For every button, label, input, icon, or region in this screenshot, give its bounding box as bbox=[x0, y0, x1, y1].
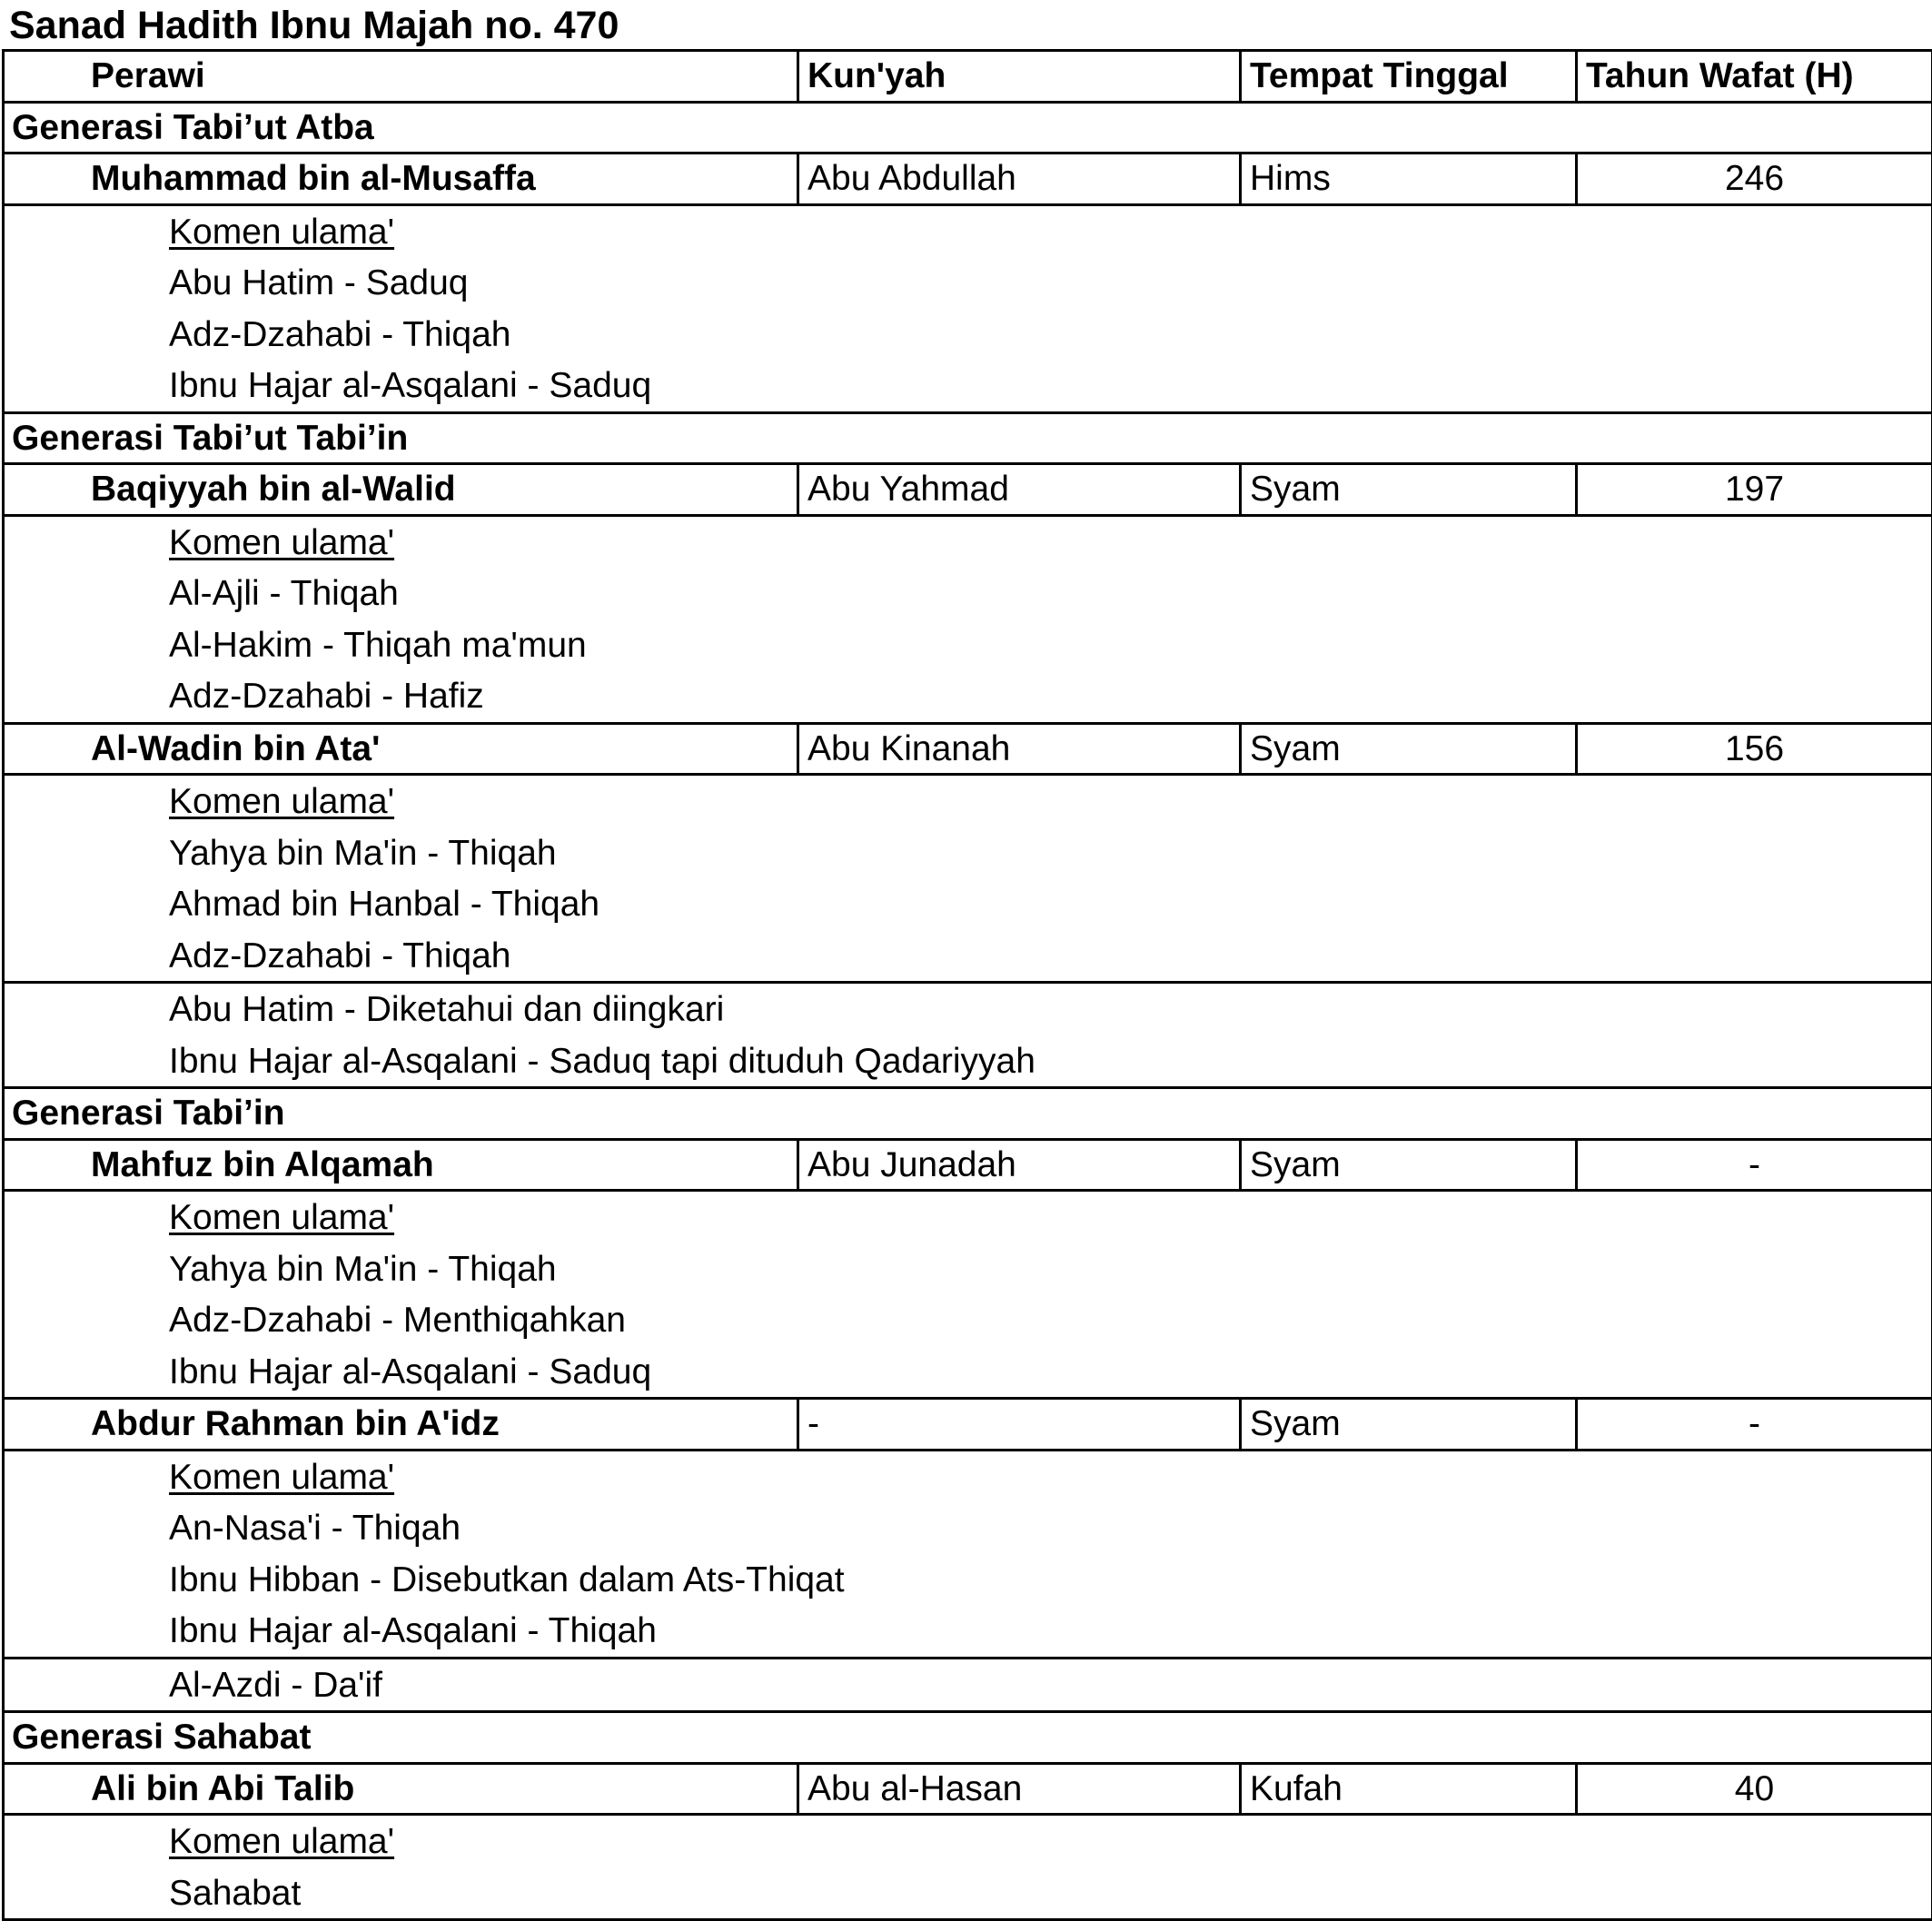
narrator-row bbox=[5, 1765, 1931, 1817]
narrator-name: Baqiyyah bin al-Walid bbox=[5, 465, 797, 514]
narrator-row bbox=[5, 725, 1931, 777]
scholar-comment: Yahya bin Ma'in - Thiqah bbox=[5, 827, 1931, 879]
extra-comments-block bbox=[5, 984, 1931, 1089]
narrator-tempat-tinggal: Hims bbox=[1239, 154, 1575, 203]
narrator-kunyah: Abu Abdullah bbox=[797, 154, 1239, 203]
narrator-tahun-wafat: - bbox=[1575, 1141, 1931, 1190]
narrator-tempat-tinggal: Syam bbox=[1239, 1400, 1575, 1449]
narrator-tahun-wafat: 246 bbox=[1575, 154, 1931, 203]
scholar-comment: Ibnu Hajar al-Asqalani - Saduq tapi dituduh Qadariyyah bbox=[5, 1035, 1931, 1087]
scholar-comment: Ibnu Hajar al-Asqalani - Saduq bbox=[5, 360, 1931, 411]
header-tahun-wafat: Tahun Wafat (H) bbox=[1575, 52, 1931, 101]
komen-ulama-label: Komen ulama' bbox=[5, 517, 1931, 569]
komen-ulama-label: Komen ulama' bbox=[5, 206, 1931, 258]
scholar-comment: Al-Azdi - Da'if bbox=[5, 1659, 1931, 1711]
generation-label: Generasi Tabi’ut Tabi’in bbox=[5, 414, 1931, 463]
narrator-name: Abdur Rahman bin A'idz bbox=[5, 1400, 797, 1449]
komen-ulama-label: Komen ulama' bbox=[5, 1816, 1931, 1867]
narrator-tempat-tinggal: Syam bbox=[1239, 1141, 1575, 1190]
scholar-comment: Ahmad bin Hanbal - Thiqah bbox=[5, 878, 1931, 930]
narrator-tahun-wafat: 197 bbox=[1575, 465, 1931, 514]
header-tempat-tinggal: Tempat Tinggal bbox=[1239, 52, 1575, 101]
scholar-comment: Al-Hakim - Thiqah ma'mun bbox=[5, 619, 1931, 671]
scholar-comment: Adz-Dzahabi - Thiqah bbox=[5, 930, 1931, 982]
scholar-comment: Abu Hatim - Diketahui dan diingkari bbox=[5, 984, 1931, 1035]
scholar-comment: Al-Ajli - Thiqah bbox=[5, 568, 1931, 619]
narrator-kunyah: - bbox=[797, 1400, 1239, 1449]
scholar-comment: Ibnu Hibban - Disebutkan dalam Ats-Thiqat bbox=[5, 1554, 1931, 1606]
generation-row bbox=[5, 1089, 1931, 1141]
narrator-kunyah: Abu Yahmad bbox=[797, 465, 1239, 514]
scholar-comment: Sahabat bbox=[5, 1867, 1931, 1919]
scholar-comment: Adz-Dzahabi - Hafiz bbox=[5, 670, 1931, 722]
narrator-name: Ali bin Abi Talib bbox=[5, 1765, 797, 1814]
narrator-tahun-wafat: 156 bbox=[1575, 725, 1931, 774]
narrator-tahun-wafat: 40 bbox=[1575, 1765, 1931, 1814]
generation-label: Generasi Sahabat bbox=[5, 1713, 1931, 1762]
narrator-row bbox=[5, 1400, 1931, 1451]
narrator-tempat-tinggal: Kufah bbox=[1239, 1765, 1575, 1814]
scholar-comment: An-Nasa'i - Thiqah bbox=[5, 1502, 1931, 1554]
scholar-comment: Adz-Dzahabi - Menthiqahkan bbox=[5, 1294, 1931, 1346]
narrator-row bbox=[5, 154, 1931, 206]
scholar-comment: Abu Hatim - Saduq bbox=[5, 257, 1931, 309]
generation-label: Generasi Tabi’ut Atba bbox=[5, 104, 1931, 153]
generation-row bbox=[5, 104, 1931, 155]
comments-block bbox=[5, 206, 1931, 414]
sanad-table bbox=[2, 49, 1932, 1921]
scholar-comment: Yahya bin Ma'in - Thiqah bbox=[5, 1243, 1931, 1295]
sheet-title: Sanad Hadith Ibnu Majah no. 470 bbox=[9, 0, 619, 49]
extra-comments-block bbox=[5, 1659, 1931, 1714]
narrator-row bbox=[5, 1141, 1931, 1193]
narrator-row bbox=[5, 465, 1931, 517]
komen-ulama-label: Komen ulama' bbox=[5, 1451, 1931, 1503]
narrator-kunyah: Abu al-Hasan bbox=[797, 1765, 1239, 1814]
comments-block bbox=[5, 776, 1931, 984]
scholar-comment: Adz-Dzahabi - Thiqah bbox=[5, 309, 1931, 361]
comments-block bbox=[5, 1192, 1931, 1400]
header-row bbox=[5, 52, 1931, 104]
header-perawi: Perawi bbox=[5, 52, 797, 101]
narrator-kunyah: Abu Kinanah bbox=[797, 725, 1239, 774]
narrator-kunyah: Abu Junadah bbox=[797, 1141, 1239, 1190]
comments-block bbox=[5, 517, 1931, 725]
scholar-comment: Ibnu Hajar al-Asqalani - Thiqah bbox=[5, 1605, 1931, 1657]
generation-row bbox=[5, 1713, 1931, 1765]
comments-block bbox=[5, 1451, 1931, 1659]
narrator-tempat-tinggal: Syam bbox=[1239, 465, 1575, 514]
generation-row bbox=[5, 414, 1931, 466]
comments-block bbox=[5, 1816, 1931, 1921]
narrator-name: Muhammad bin al-Musaffa bbox=[5, 154, 797, 203]
narrator-tempat-tinggal: Syam bbox=[1239, 725, 1575, 774]
komen-ulama-label: Komen ulama' bbox=[5, 1192, 1931, 1243]
narrator-tahun-wafat: - bbox=[1575, 1400, 1931, 1449]
generation-label: Generasi Tabi’in bbox=[5, 1089, 1931, 1138]
narrator-name: Al-Wadin bin Ata' bbox=[5, 725, 797, 774]
narrator-name: Mahfuz bin Alqamah bbox=[5, 1141, 797, 1190]
komen-ulama-label: Komen ulama' bbox=[5, 776, 1931, 827]
table-body bbox=[5, 104, 1931, 1921]
header-kunyah: Kun'yah bbox=[797, 52, 1239, 101]
scholar-comment: Ibnu Hajar al-Asqalani - Saduq bbox=[5, 1346, 1931, 1398]
